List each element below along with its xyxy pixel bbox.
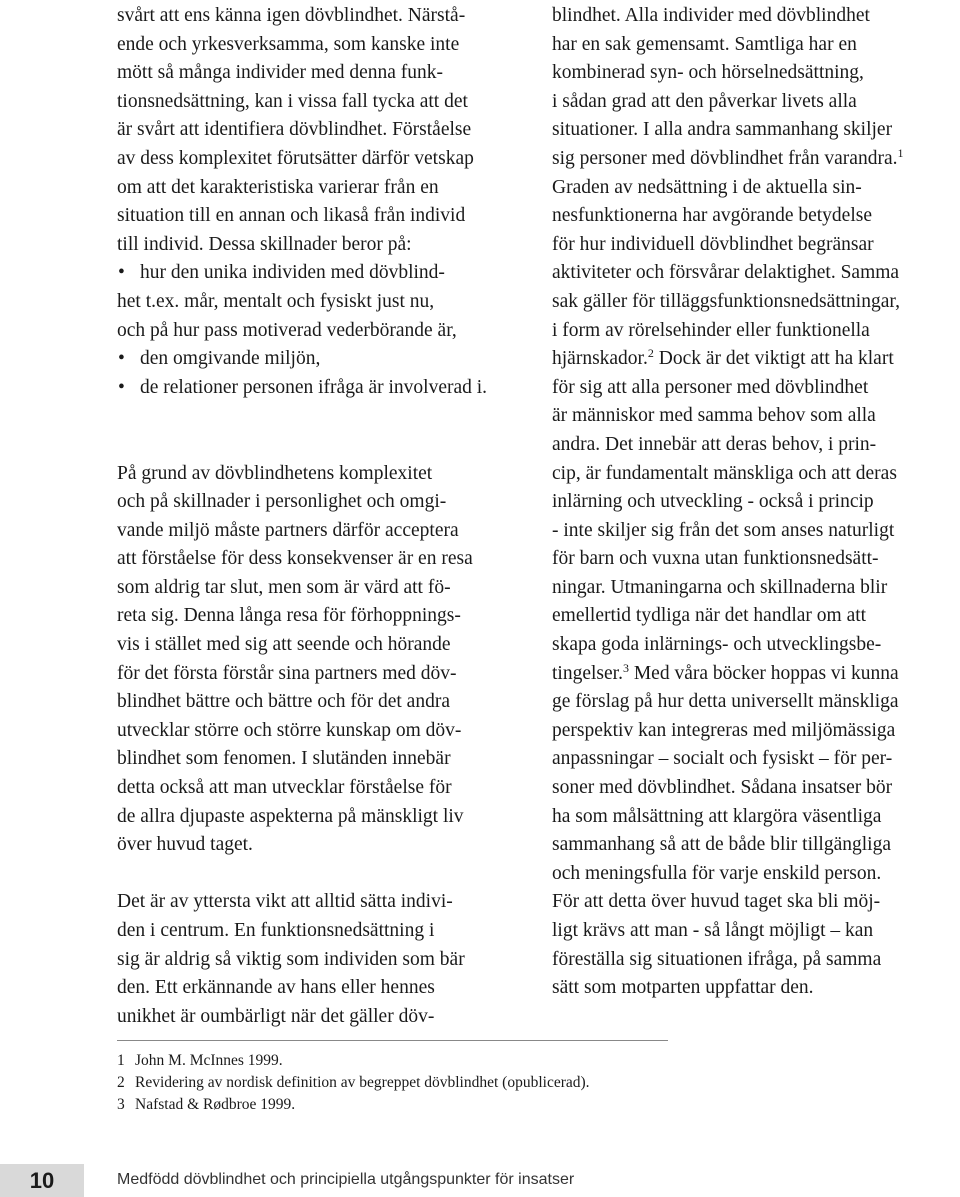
text-line: perspektiv kan integreras med miljömässiga — [552, 719, 896, 741]
footnote-item — [117, 1094, 590, 1116]
text-segment: sig personer med dövblindhet från varandra. — [552, 147, 898, 169]
bullet-text: de relationer personen ifråga är involverad i. — [140, 376, 488, 398]
text-line: detta också att man utvecklar förståelse för — [117, 777, 452, 799]
text-line: sammanhang så att de både blir tillgängliga — [552, 834, 891, 856]
text-line: unikhet är oumbärligt när det gäller döv- — [117, 1005, 435, 1027]
footnote-ref-2: 2 — [647, 346, 654, 361]
text-line: På grund av dövblindhetens komplexitet — [117, 462, 433, 484]
paragraph-gap — [117, 402, 527, 431]
text-line: i form av rörelsehinder eller funktionella — [552, 319, 870, 341]
page-number: 10 — [0, 1164, 84, 1197]
text-line: är människor med samma behov som alla — [552, 405, 876, 427]
footnotes — [117, 1050, 590, 1116]
text-line: kombinerad syn- och hörselnedsättning, — [552, 62, 864, 84]
bullet-item-individual — [117, 259, 527, 288]
bullet-icon: • — [118, 376, 125, 398]
text-line: andra. Det innebär att deras behov, i prin- — [552, 433, 877, 455]
text-line: och på hur pass motiverad vederbörande är, — [117, 319, 457, 341]
right-text-column — [552, 2, 960, 1003]
text-line: situationer. I alla andra sammanhang skiljer — [552, 119, 893, 141]
text-line: aktiviteter och försvårar delaktighet. Samma — [552, 262, 900, 284]
bullet-item-relations — [117, 374, 527, 403]
text-line: att förståelse för dess konsekvenser är en resa — [117, 548, 473, 570]
text-line: reta sig. Denna långa resa för förhoppnings- — [117, 605, 461, 627]
text-line: het t.ex. mår, mentalt och fysiskt just nu, — [117, 290, 435, 312]
bullet-item-environment — [117, 345, 527, 374]
text-line: situation till en annan och likaså från individ — [117, 205, 466, 227]
text-line: är svårt att identifiera dövblindhet. Förståelse — [117, 119, 472, 141]
text-line: blindhet som fenomen. I slutänden innebär — [117, 748, 451, 770]
footnote-divider — [117, 1040, 668, 1041]
text-line: soner med dövblindhet. Sådana insatser bör — [552, 777, 893, 799]
text-line: i sådan grad att den påverkar livets alla — [552, 90, 857, 112]
text-line: för det första förstår sina partners med döv- — [117, 662, 457, 684]
text-line: blindhet bättre och bättre och för det andra — [117, 691, 450, 713]
text-line: om att det karakteristiska varierar från en — [117, 176, 439, 198]
text-line: föreställa sig situationen ifråga, på samma — [552, 948, 882, 970]
text-line: sätt som motparten uppfattar den. — [552, 977, 814, 999]
text-line: och på skillnader i personlighet och omgi- — [117, 491, 447, 513]
text-line: för barn och vuxna utan funktionsnedsätt- — [552, 548, 879, 570]
footnote-number: 2 — [117, 1074, 125, 1091]
text-line — [552, 345, 960, 374]
footnote-item — [117, 1072, 590, 1094]
text-line: inlärning och utveckling - också i princip — [552, 491, 874, 513]
text-line: har en sak gemensamt. Samtliga har en — [552, 33, 857, 55]
text-segment: hjärnskador. — [552, 348, 648, 370]
text-line: blindhet. Alla individer med dövblindhet — [552, 5, 870, 26]
text-line: den i centrum. En funktionsnedsättning i — [117, 920, 435, 941]
footnote-ref-3: 3 — [622, 660, 629, 675]
text-segment: Med våra böcker hoppas vi kunna — [633, 662, 899, 684]
text-line: över huvud taget. — [117, 834, 253, 856]
footnote-text: Nafstad & Rødbroe 1999. — [135, 1096, 296, 1113]
text-line: ha som målsättning att klargöra väsentliga — [552, 805, 882, 827]
text-line: Graden av nedsättning i de aktuella sin- — [552, 176, 862, 198]
text-line: Det är av yttersta vikt att alltid sätta indivi- — [117, 891, 453, 913]
text-line: - inte skiljer sig från det som anses naturligt — [552, 519, 895, 541]
text-line — [552, 145, 960, 174]
paragraph-gap — [117, 431, 527, 460]
text-line: emellertid tydliga när det handlar om att — [552, 605, 867, 627]
bullet-icon: • — [118, 348, 125, 370]
text-segment: tingelser. — [552, 662, 623, 684]
text-line: cip, är fundamentalt mänskliga och att deras — [552, 462, 897, 484]
text-line: för hur individuell dövblindhet begränsar — [552, 233, 874, 255]
text-line: vis i stället med sig att seende och hörande — [117, 634, 451, 656]
running-footer-title: Medfödd dövblindhet och principiella utgångspunkter för insatser — [117, 1171, 575, 1188]
footnote-ref-1: 1 — [897, 145, 904, 160]
text-line: ende och yrkesverksamma, som kanske inte — [117, 33, 460, 55]
footnote-number: 3 — [117, 1096, 125, 1113]
text-line: svårt att ens känna igen dövblindhet. Närstå- — [117, 5, 466, 26]
text-line: ge förslag på hur detta universellt mänskliga — [552, 691, 899, 713]
text-line: mött så många individer med denna funk- — [117, 62, 443, 84]
text-segment: Dock är det viktigt att ha klart — [658, 348, 894, 370]
left-text-column — [117, 2, 527, 1031]
text-line: skapa goda inlärnings- och utvecklingsbe- — [552, 634, 882, 656]
footnote-text: Revidering av nordisk definition av begreppet dövblindhet (opublicerad). — [135, 1074, 590, 1091]
bullet-text: hur den unika individen med dövblind- — [140, 262, 445, 284]
text-line: vande miljö måste partners därför acceptera — [117, 519, 459, 541]
text-line: som aldrig tar slut, men som är värd att fö- — [117, 576, 451, 598]
footnote-number: 1 — [117, 1052, 125, 1069]
text-line: ligt krävs att man - så långt möjligt – kan — [552, 920, 874, 941]
text-line: de allra djupaste aspekterna på mänskligt liv — [117, 805, 464, 827]
text-line: sig är aldrig så viktig som individen som bär — [117, 948, 465, 970]
text-line: utvecklar större och större kunskap om döv- — [117, 719, 462, 741]
bullet-text: den omgivande miljön, — [140, 348, 321, 370]
text-line: den. Ett erkännande av hans eller hennes — [117, 977, 435, 999]
text-line: ningar. Utmaningarna och skillnaderna blir — [552, 576, 888, 598]
text-line: av dess komplexitet förutsätter därför vetskap — [117, 147, 474, 169]
text-line: För att detta över huvud taget ska bli möj- — [552, 891, 881, 913]
footnote-text: John M. McInnes 1999. — [135, 1052, 283, 1069]
text-line: och meningsfulla för varje enskild person. — [552, 862, 882, 884]
text-line: anpassningar – socialt och fysiskt – för per- — [552, 748, 893, 770]
text-line: sak gäller för tilläggsfunktionsnedsättningar, — [552, 290, 900, 312]
text-line — [552, 660, 960, 689]
footnote-item — [117, 1050, 590, 1072]
bullet-icon: • — [118, 262, 125, 284]
text-line: för sig att alla personer med dövblindhet — [552, 376, 869, 398]
text-line: till individ. Dessa skillnader beror på: — [117, 233, 412, 255]
text-line: tionsnedsättning, kan i vissa fall tycka att det — [117, 90, 468, 112]
text-line: nesfunktionerna har avgörande betydelse — [552, 205, 872, 227]
paragraph-gap — [117, 860, 527, 889]
